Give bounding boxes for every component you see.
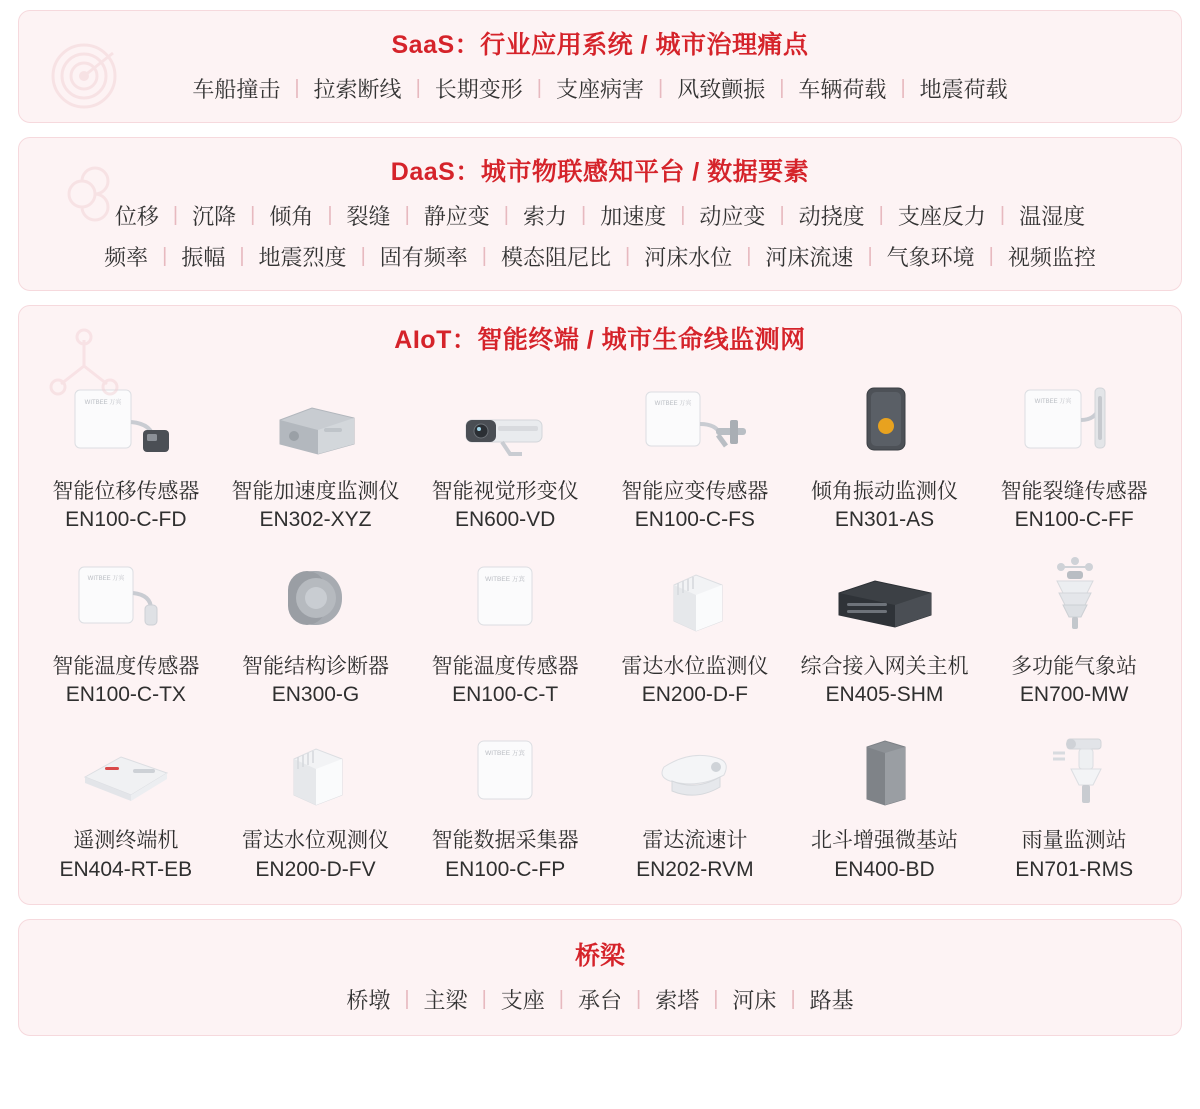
saas-tag: 地震荷载 (919, 77, 1008, 102)
device-name: 智能温度传感器 (431, 654, 579, 678)
rack-server-device-icon (819, 549, 949, 645)
device-name: 雷达水位监测仪 (621, 654, 769, 678)
device-name: 综合接入网关主机 (800, 654, 969, 678)
saas-title-lead: SaaS： (391, 31, 481, 59)
saas-tag-row (19, 67, 1181, 122)
device-name: 多功能气象站 (1011, 654, 1138, 678)
daas-title-lead: DaaS： (390, 158, 481, 186)
device-card[interactable] (221, 368, 411, 537)
separator: | (581, 204, 587, 226)
device-name: 智能视觉形变仪 (431, 480, 579, 503)
device-model: EN302-XYZ (259, 508, 372, 532)
separator: | (900, 77, 906, 99)
daas-panel (18, 137, 1182, 291)
separator: | (536, 77, 542, 99)
saas-tag: 车辆荷载 (798, 77, 887, 102)
device-name: 智能裂缝传感器 (1000, 480, 1148, 503)
daas-title-main: 城市物联感知平台 / 数据要素 (480, 158, 810, 186)
svg-text:WITBEE 万宾: WITBEE 万宾 (1034, 399, 1072, 405)
camera-device-icon (440, 374, 570, 470)
device-model: EN200-D-FV (255, 857, 376, 881)
device-card[interactable] (31, 543, 221, 712)
daas-tag: 河床流速 (765, 245, 854, 270)
separator: | (360, 245, 366, 267)
separator: | (503, 204, 509, 226)
device-model: EN200-D-F (641, 683, 748, 707)
bridge-tag: 桥墩 (346, 988, 391, 1014)
device-model: EN100-C-TX (65, 683, 186, 707)
device-model: EN100-C-FS (634, 508, 755, 532)
ribbed-cube-device-icon (630, 549, 760, 645)
device-card[interactable] (600, 717, 790, 886)
device-model: EN701-RMS (1015, 857, 1134, 881)
device-model: EN100-C-FD (65, 508, 187, 532)
device-name: 智能位移传感器 (52, 480, 200, 503)
device-card[interactable] (31, 717, 221, 886)
device-card[interactable] (410, 717, 600, 886)
device-card[interactable] (600, 543, 790, 712)
daas-tag: 气象环境 (886, 245, 975, 270)
device-card[interactable] (790, 717, 980, 886)
aiot-title-main: 智能终端 / 城市生命线监测网 (477, 326, 806, 354)
separator: | (250, 204, 256, 226)
saas-title (19, 11, 1181, 67)
saas-tag: 风致颤振 (677, 77, 766, 102)
separator: | (746, 245, 752, 267)
panel-cable-device-icon (61, 374, 191, 470)
separator: | (779, 204, 785, 226)
svg-text:WITBEE 万宾: WITBEE 万宾 (654, 401, 692, 407)
device-card[interactable] (31, 368, 221, 537)
separator: | (636, 988, 642, 1011)
separator: | (172, 204, 179, 226)
saas-tag: 长期变形 (434, 77, 523, 102)
daas-tag: 静应变 (423, 204, 490, 229)
panel-rod-device-icon (1009, 374, 1139, 470)
bridge-tag: 路基 (809, 988, 854, 1014)
separator: | (713, 988, 719, 1011)
separator: | (239, 245, 245, 267)
separator: | (481, 245, 487, 267)
separator: | (625, 245, 631, 267)
saas-tag: 支座病害 (555, 77, 644, 102)
device-card[interactable] (600, 368, 790, 537)
device-name: 智能数据采集器 (431, 829, 579, 853)
device-name: 北斗增强微基站 (810, 829, 958, 853)
separator: | (790, 988, 796, 1011)
daas-title (19, 138, 1181, 194)
dark-button-device-icon (819, 374, 949, 470)
device-model: EN300-G (271, 683, 360, 707)
device-name: 智能温度传感器 (52, 654, 200, 678)
daas-tag-row-1 (19, 194, 1181, 235)
svg-text:WITBEE 万宾: WITBEE 万宾 (485, 575, 526, 583)
metal-box-device-icon (250, 374, 380, 470)
device-name: 智能应变传感器 (621, 480, 769, 503)
daas-tag: 模态阻尼比 (500, 245, 611, 270)
device-model: EN202-RVM (636, 857, 754, 881)
telemetry-terminal-device-icon (61, 723, 191, 819)
daas-tag: 裂缝 (346, 204, 391, 229)
device-model: EN100-C-FF (1014, 508, 1134, 532)
white-panel-device-icon (440, 723, 570, 819)
daas-tag: 动应变 (699, 204, 766, 229)
daas-tag: 索力 (522, 204, 567, 229)
device-card[interactable] (790, 368, 980, 537)
device-name: 遥测终端机 (73, 829, 179, 853)
ribbed-cube-device-icon (250, 723, 380, 819)
device-model: EN404-RT-EB (59, 857, 193, 881)
bridge-tag: 承台 (577, 988, 622, 1014)
aiot-device-grid (19, 362, 1181, 904)
device-card[interactable] (221, 717, 411, 886)
device-model: EN700-MW (1019, 683, 1129, 707)
radar-horn-device-icon (630, 723, 760, 819)
device-model: EN301-AS (834, 508, 935, 532)
daas-tag: 视频监控 (1007, 245, 1096, 270)
bridge-tag: 河床 (732, 988, 777, 1014)
panel-bracket-device-icon (630, 374, 760, 470)
daas-tag: 支座反力 (897, 204, 986, 229)
device-card[interactable] (221, 543, 411, 712)
bridge-title: 桥梁 (574, 942, 625, 971)
separator: | (558, 988, 564, 1011)
device-model: EN100-C-T (452, 683, 559, 707)
bridge-tag: 主梁 (423, 988, 468, 1014)
saas-panel (18, 10, 1182, 123)
rain-gauge-device-icon (1009, 723, 1139, 819)
device-card[interactable] (790, 543, 980, 712)
daas-tag: 沉降 (192, 204, 237, 229)
svg-text:WITBEE 万宾: WITBEE 万宾 (84, 400, 122, 406)
separator: | (404, 204, 410, 226)
device-card[interactable] (979, 368, 1169, 537)
panel-probe-device-icon (61, 549, 191, 645)
saas-title-main: 行业应用系统 / 城市治理痛点 (480, 31, 809, 59)
svg-text:WITBEE 万宾: WITBEE 万宾 (87, 575, 125, 582)
aiot-title-lead: AIoT： (394, 326, 478, 354)
daas-tag: 温湿度 (1019, 204, 1086, 229)
separator: | (999, 204, 1006, 226)
bridge-tag: 索塔 (655, 988, 700, 1014)
separator: | (294, 77, 300, 99)
saas-tag: 车船撞击 (192, 77, 281, 102)
device-card[interactable] (979, 717, 1169, 886)
device-name: 雷达水位观测仪 (241, 829, 389, 853)
device-model: EN405-SHM (825, 683, 944, 707)
device-model: EN400-BD (834, 857, 935, 881)
device-model: EN600-VD (454, 508, 556, 532)
grey-pillar-device-icon (819, 723, 949, 819)
daas-tag: 地震烈度 (258, 245, 347, 270)
daas-tag: 位移 (114, 204, 159, 229)
weather-station-device-icon (1009, 549, 1139, 645)
bridge-tag: 支座 (500, 988, 545, 1014)
separator: | (415, 77, 421, 99)
separator: | (680, 204, 686, 226)
saas-tag: 拉索断线 (313, 77, 402, 102)
daas-tag: 倾角 (269, 204, 314, 229)
daas-tag: 河床水位 (644, 245, 733, 270)
separator: | (327, 204, 333, 226)
device-name: 智能结构诊断器 (241, 654, 389, 678)
daas-tag: 动挠度 (798, 204, 865, 229)
aiot-panel (18, 305, 1182, 905)
separator: | (162, 245, 168, 267)
separator: | (867, 245, 873, 267)
device-name: 智能加速度监测仪 (231, 480, 400, 503)
separator: | (404, 988, 410, 1011)
device-model: EN100-C-FP (445, 857, 566, 881)
daas-tag: 振幅 (181, 245, 226, 270)
daas-tag: 固有频率 (379, 245, 468, 270)
daas-tag: 频率 (104, 245, 149, 270)
device-name: 倾角振动监测仪 (810, 480, 958, 503)
separator: | (878, 204, 884, 226)
device-card[interactable] (410, 543, 600, 712)
daas-tag-row-2 (19, 235, 1181, 290)
device-card[interactable] (979, 543, 1169, 712)
separator: | (779, 77, 785, 99)
white-panel-device-icon (440, 549, 570, 645)
device-name: 雨量监测站 (1021, 829, 1127, 853)
bridge-panel (18, 919, 1182, 1036)
device-name: 雷达流速计 (642, 829, 748, 853)
round-knob-device-icon (250, 549, 380, 645)
daas-tag: 加速度 (600, 204, 667, 229)
device-card[interactable] (410, 368, 600, 537)
separator: | (658, 77, 664, 99)
svg-text:WITBEE 万宾: WITBEE 万宾 (485, 750, 526, 758)
bridge-tag-row (19, 980, 1181, 1035)
aiot-title (19, 306, 1181, 362)
separator: | (988, 245, 994, 267)
separator: | (481, 988, 487, 1011)
